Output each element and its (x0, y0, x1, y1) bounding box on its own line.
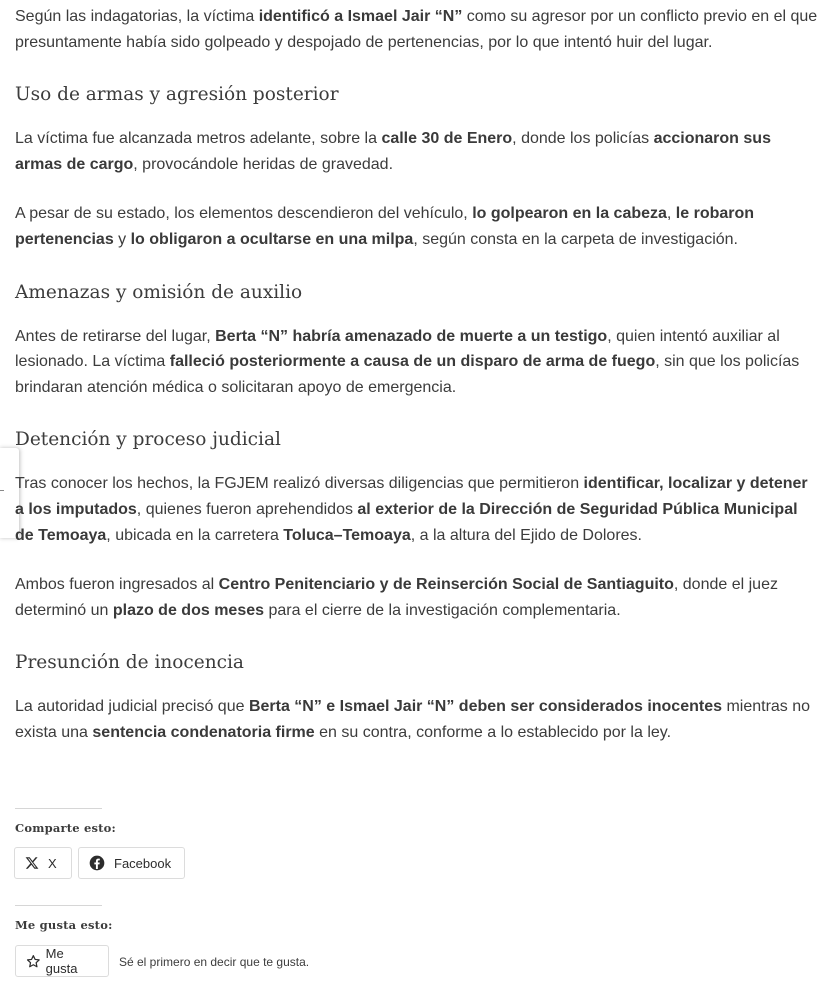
like-note: Sé el primero en decir que te gusta. (119, 955, 310, 969)
share-x-label: X (48, 855, 57, 871)
article-body (15, 4, 820, 746)
like-button-label: Me gusta (45, 946, 78, 976)
paragraph: Antes de retirarse del lugar, Berta “N” habría amenazado de muerte a un testigo, quien intentó auxiliar al lesionado. La víctima falleció posteriormente a causa de un disparo de arma de fuego, sin que los policías brindaran atención médica o solicitaran apoyo de emergencia. (15, 327, 800, 396)
divider (15, 808, 102, 809)
paragraph: Según las indagatorias, la víctima identificó a Ismael Jair “N” como su agresor por un conflicto previo en el que presuntamente había sido golpeado y despojado de pertenencias, por lo que intentó huir del lugar. (15, 8, 818, 51)
likes-title: Me gusta esto: (15, 918, 113, 932)
share-facebook-button[interactable] (78, 847, 185, 879)
paragraph: Ambos fueron ingresados al Centro Penitenciario y de Reinserción Social de Santiaguito, donde el juez determinó un plazo de dos meses para el cierre de la investigación complementaria. (15, 576, 778, 619)
paragraph: La víctima fue alcanzada metros adelante, sobre la calle 30 de Enero, donde los policías accionaron sus armas de cargo, provocándole heridas de gravedad. (15, 130, 771, 173)
paragraph: Tras conocer los hechos, la FGJEM realizó diversas diligencias que permitieron identificar, localizar y detener a los imputados, quienes fueron aprehendidos al exterior de la Dirección de Seguridad Pública Municipal de Temoaya, ubicada en la carretera Toluca–Temoaya, a la altura del Ejido de Dolores. (15, 475, 808, 544)
share-title: Comparte esto: (15, 821, 116, 835)
paragraph: La autoridad judicial precisó que Berta “N” e Ismael Jair “N” deben ser considerados inocentes mientras no exista una sentencia condenatoria firme en su contra, conforme a lo establecido por la ley. (15, 698, 811, 741)
star-icon (26, 954, 41, 969)
share-facebook-label: Facebook (114, 855, 172, 871)
divider (15, 905, 102, 906)
section-heading: Presunción de inocencia (15, 652, 244, 674)
section-heading: Detención y proceso judicial (15, 429, 281, 451)
paragraph: A pesar de su estado, los elementos descendieron del vehículo, lo golpearon en la cabeza, le robaron pertenencias y lo obligaron a ocultarse en una milpa, según consta en la carpeta de investigación. (15, 205, 755, 248)
share-x-button[interactable] (14, 847, 72, 879)
section-heading: Uso de armas y agresión posterior (15, 84, 339, 106)
like-button[interactable] (15, 945, 109, 977)
x-logo-icon (25, 856, 39, 870)
facebook-icon (89, 855, 105, 871)
section-heading: Amenazas y omisión de auxilio (15, 281, 303, 303)
